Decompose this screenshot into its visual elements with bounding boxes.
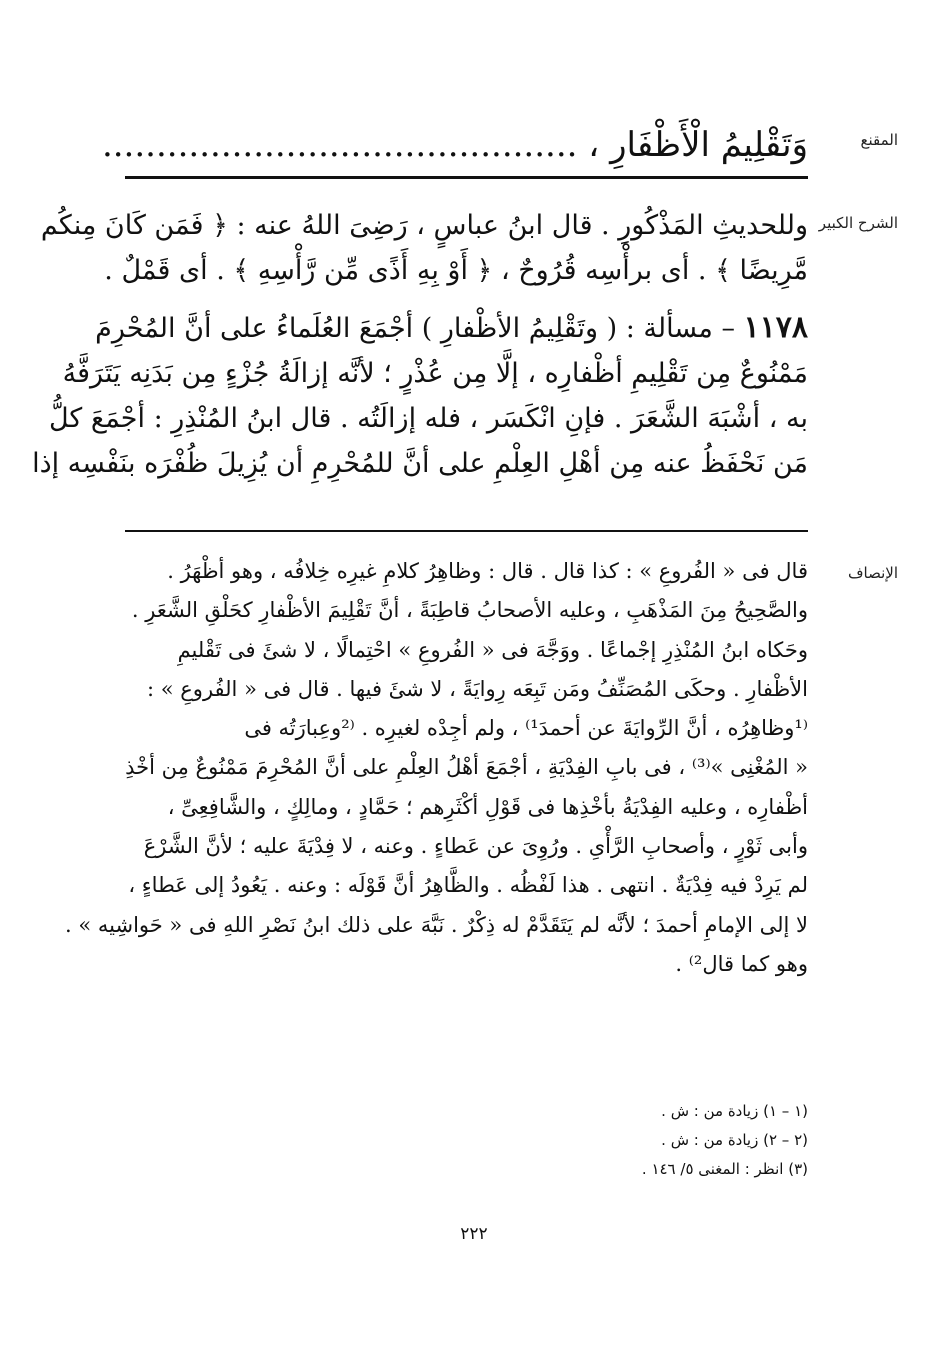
footnote: (٢ – ٢) زيادة من : ش . xyxy=(661,1131,808,1149)
footnotes xyxy=(642,1097,808,1184)
sharh-line: به ، أشْبَهَ الشَّعَرَ . فإنِ انْكَسَر ، فله إزالَتُه . قال ابنُ المُنْذِرِ : أجْمَعَ كلُّ xyxy=(48,403,808,434)
sharh-line xyxy=(95,305,808,351)
page-number: ٢٢٢ xyxy=(460,1224,488,1244)
insaf-line: لم يَرِدْ فيه فِدْيَةٌ . انتهى . هذا لَفْظُه . والظَّاهِرُ أنَّ قَوْلَه : وعنه . يَعُودُ إلى عَطاءٍ ، xyxy=(128,873,808,898)
sharh-line: مَمْنُوعٌ مِن تَقْلِيمِ أظْفارِه ، إلَّا مِن عُذْرٍ ؛ لأنَّه إزالَةُ جُزْءٍ مِن بَدَنِه يَتَرَفَّهُ xyxy=(62,358,808,389)
insaf-line: أظْفارِه ، وعليه الفِدْيَةُ بأخْذِها فى قَوْلِ أكْثَرِهم ؛ حَمَّادٍ ، ومالِكٍ ، والشَّافِعِىِّ ، xyxy=(167,794,808,819)
masala-number: ١١٧٨ xyxy=(743,310,808,345)
insaf-line: وحَكاه ابنُ المُنْذِرِ إجْماعًا . ووَجَّهَ فى « الفُروعِ » احْتِمالًا ، لا شئَ فى تَقْليمِ xyxy=(177,637,808,662)
muqni-line: وَتَقْلِيمُ الْأَظْفَارِ ، xyxy=(588,125,808,165)
section-divider-middle xyxy=(125,530,808,532)
section-label-insaf: الإنصاف xyxy=(847,564,898,582)
insaf-line: الأظْفارِ . وحكَى المُصَنِّفُ ومَن تَبِعَه رِوايَةً ، لا شئَ فيها . قال فى « الفُروعِ » : xyxy=(147,676,808,701)
insaf-line: لا إلى الإمامِ أحمدَ ؛ لأنَّه لم يَتَقَدَّمْ له ذِكْرٌ . نَبَّهَ على ذلك ابنُ نَصْرِ اللهِ فى « حَواشِيه » . xyxy=(65,912,808,937)
insaf-line: وأبى ثَوْرٍ ، وأصحابِ الرَّأْىِ . ورُوِىَ عن عَطاءٍ . وعنه ، لا فِدْيَةَ عليه ؛ لأنَّ الشَّرْعَ xyxy=(143,834,808,859)
footnote: (٣) انظر : المغنى ٥/ ١٤٦ . xyxy=(641,1160,808,1178)
section-divider-top xyxy=(125,176,808,179)
muqni-dots: ............................................ xyxy=(101,125,578,165)
insaf-line: والصَّحِيحُ مِنَ المَذْهَبِ ، وعليه الأصحابُ قاطِبَةً ، أنَّ تَقْلِيمَ الأظْفارِ كحَلْقِ الشَّعَرِ . xyxy=(131,598,808,623)
sharh-line: وللحديثِ المَذْكُورِ . قال ابنُ عباسٍ ، رَضِىَ اللهُ عنه : ﴿ فَمَن كَانَ مِنكُم xyxy=(40,210,808,241)
sharh-text xyxy=(32,203,808,486)
sharh-line: مَّرِيضًا ﴾ . أى برأْسِه قُرُوحٌ ، ﴿ أَوْ بِهِ أَذًى مِّن رَّأْسِهِ ﴾ . أى قَمْلٌ . xyxy=(104,255,808,286)
muqni-text xyxy=(101,120,808,170)
insaf-text xyxy=(65,552,808,984)
section-label-sharh: الشرح الكبير xyxy=(818,214,898,232)
footnote: (١ – ١) زيادة من : ش . xyxy=(661,1102,808,1120)
insaf-line: « المُغْنِى »⁽³⁾ ، فى بابِ الفِدْيَةِ ، أجْمَعَ أهْلُ العِلْمِ على أنَّ المُحْرِمَ مَمْنُوعٌ مِن أخْذِ xyxy=(125,755,808,780)
sharh-line-text: – مسألة : ( وتَقْلِيمُ الأظْفارِ ) أجْمَعَ العُلَماءُ على أنَّ المُحْرِمَ xyxy=(95,313,735,344)
insaf-line: قال فى « الفُروعِ » : كذا قال . قال : وظاهِرُ كلامِ غيرِه خِلافُه ، وهو أظْهَرُ . xyxy=(167,559,808,583)
insaf-line: وهو كما قال²⁾ . xyxy=(675,951,808,976)
sharh-line: مَن نَحْفَظُ عنه مِن أهْلِ العِلْمِ على أنَّ للمُحْرِمِ أن يُزِيلَ ظُفْرَه بنَفْسِه إذا xyxy=(32,448,808,479)
section-label-muqni: المقنع xyxy=(860,131,898,149)
insaf-line: ⁽¹وظاهِرُه ، أنَّ الرِّوايَةَ عن أحمدَ¹⁾ ، ولم أجِدْه لغيرِه . ⁽²وعِبارَتُه فى xyxy=(244,716,808,741)
